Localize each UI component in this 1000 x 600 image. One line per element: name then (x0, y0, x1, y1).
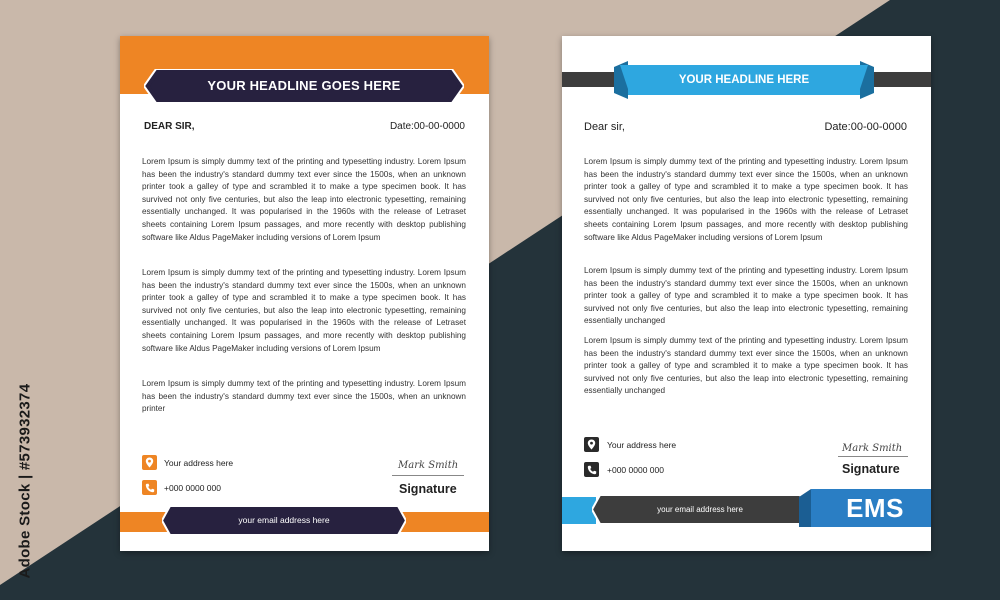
location-pin-icon (142, 455, 157, 470)
headline-text: YOUR HEADLINE GOES HERE (207, 78, 401, 93)
address-text: Your address here (164, 457, 234, 468)
ems-logo-block (799, 489, 931, 527)
phone-icon (584, 462, 599, 477)
signature-line (392, 475, 464, 476)
signature-label: Signature (399, 482, 457, 496)
headline-banner (144, 69, 464, 103)
headline-banner (614, 61, 874, 99)
email-banner (162, 506, 406, 535)
body-paragraph: Lorem Ipsum is simply dummy text of the printing and typesetting industry. Lorem Ipsum has been the industry's standard dummy text ever since the 1500s, when an unknown printer (142, 379, 466, 414)
address-line (142, 455, 233, 470)
greeting: DEAR SIR, (144, 121, 195, 132)
phone-line (142, 480, 221, 495)
stock-credit: Adobe Stock | #573932374 (16, 383, 34, 579)
letterhead-left (120, 36, 489, 551)
body-paragraph: Lorem Ipsum is simply dummy text of the printing and typesetting industry. Lorem Ipsum has been the industry's standard dummy text ever since the 1500s, when an unknown printer took a galley of type and scrambled it to make a type specimen book. It has survived not only five centuries, but also the leap into electronic typesetting, remaining essentially unchanged. It was popularised in the 1960s with the release of Letraset sheets containing Lorem Ipsum passages, and more recently with desktop publishing software like Aldus PageMaker including versions of Lorem Ipsum (584, 157, 908, 242)
phone-text: +000 0000 000 (607, 464, 664, 475)
phone-line (584, 462, 664, 477)
email-banner (592, 495, 808, 524)
body-paragraph: Lorem Ipsum is simply dummy text of the printing and typesetting industry. Lorem Ipsum has been the industry's standard dummy text ever since the 1500s, when an unknown printer took a galley of type and scrambled it to make a type specimen book. It has survived not only five centuries, but also the leap into electronic typesetting, remaining essentially unchanged (584, 336, 908, 396)
signature-label: Signature (842, 462, 900, 476)
address-text: Your address here (607, 439, 677, 450)
letterhead-right (562, 36, 931, 551)
bottom-accent-stub (562, 497, 596, 524)
signature-line (838, 456, 908, 457)
location-pin-icon (584, 437, 599, 452)
body-paragraph: Lorem Ipsum is simply dummy text of the printing and typesetting industry. Lorem Ipsum has been the industry's standard dummy text ever since the 1500s, when an unknown printer took a galley of type and scrambled it to make a type specimen book. It has survived not only five centuries, but also the leap into electronic typesetting, remaining essentially unchanged. It was popularised in the 1960s with the release of Letraset sheets containing Lorem Ipsum passages, and more recently with desktop publishing software like Aldus PageMaker including versions of Lorem Ipsum (142, 157, 466, 242)
signature-script: Mark Smith (842, 443, 903, 454)
signature-script: Mark Smith (398, 460, 459, 471)
body-paragraph: Lorem Ipsum is simply dummy text of the printing and typesetting industry. Lorem Ipsum has been the industry's standard dummy text ever since the 1500s, when an unknown printer took a galley of type and scrambled it to make a type specimen book. It has survived not only five centuries, but also the leap into electronic typesetting, remaining essentially unchanged. It was popularised in the 1960s with the release of Letraset sheets containing Lorem Ipsum passages, and more recently with desktop publishing software like Aldus PageMaker including versions of Lorem Ipsum (142, 268, 466, 353)
email-text: your email address here (238, 515, 330, 525)
greeting: Dear sir, (584, 121, 625, 133)
email-text: your email address here (657, 505, 743, 514)
headline-text: YOUR HEADLINE HERE (678, 74, 810, 86)
address-line (584, 437, 676, 452)
date: Date:00-00-0000 (389, 121, 465, 132)
phone-text: +000 0000 000 (164, 482, 221, 493)
phone-icon (142, 480, 157, 495)
date: Date:00-00-0000 (824, 121, 907, 133)
ems-logo-text: EMS (846, 493, 904, 523)
body-paragraph: Lorem Ipsum is simply dummy text of the printing and typesetting industry. Lorem Ipsum has been the industry's standard dummy text ever since the 1500s, when an unknown printer took a galley of type and scrambled it to make a type specimen book. It has survived not only five centuries, but also the leap into electronic typesetting, remaining essentially unchanged (584, 266, 908, 326)
